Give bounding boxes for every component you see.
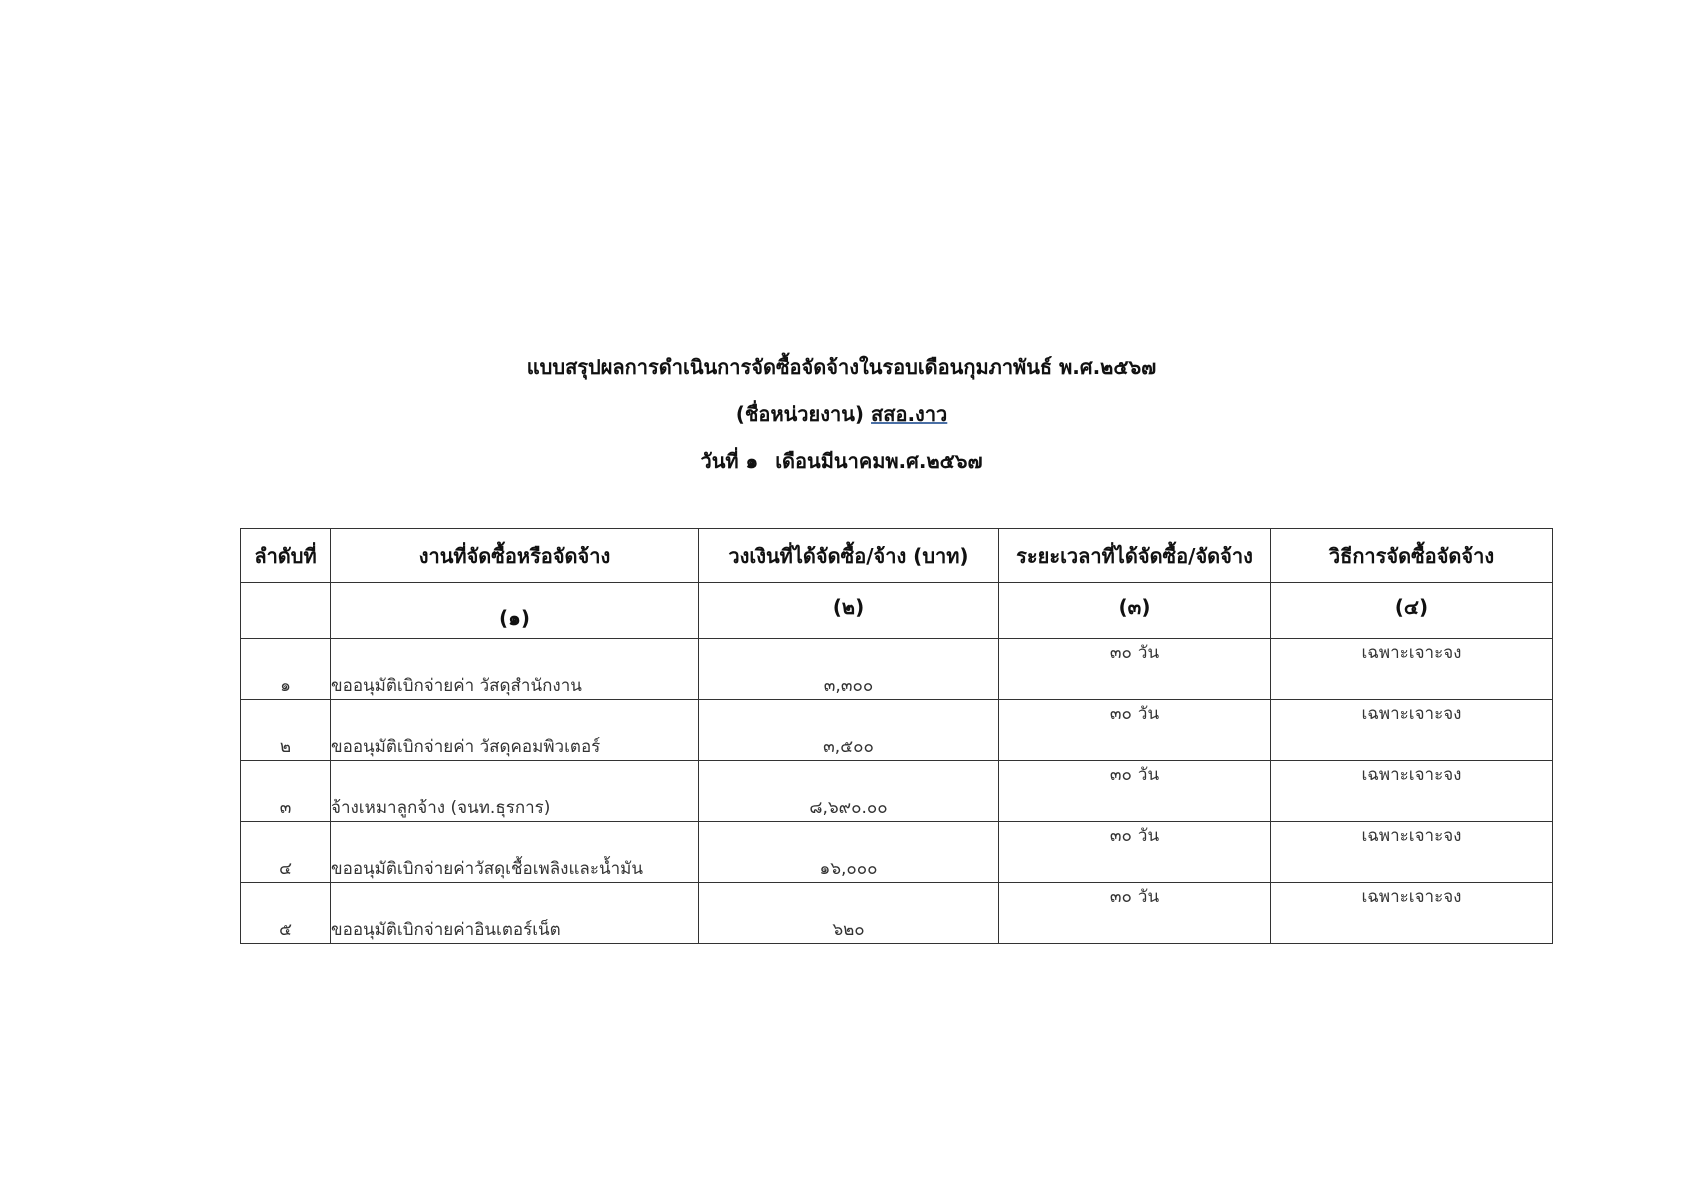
row-method: เฉพาะเจาะจง: [1271, 700, 1553, 761]
date-day: ๑: [745, 449, 759, 473]
row-amount: ๓,๕๐๐: [699, 700, 999, 761]
date-day-label: วันที่: [700, 449, 739, 473]
table-row: [241, 761, 1553, 822]
row-item: ขออนุมัติเบิกจ่ายค่า วัสดุคอมพิวเตอร์: [331, 700, 699, 761]
date-line: [0, 448, 1683, 474]
row-amount: ๓,๓๐๐: [699, 639, 999, 700]
row-item: ขออนุมัติเบิกจ่ายค่าวัสดุเชื้อเพลิงและน้ำมัน: [331, 822, 699, 883]
header-item: งานที่จัดซื้อหรือจัดจ้าง: [331, 529, 699, 583]
row-method: เฉพาะเจาะจง: [1271, 822, 1553, 883]
column-number-duration: (๓): [999, 583, 1271, 639]
row-method: เฉพาะเจาะจง: [1271, 639, 1553, 700]
row-seq: ๓: [241, 761, 331, 822]
column-number-row: [241, 583, 1553, 639]
date-month-year: เดือนมีนาคมพ.ศ.๒๕๖๗: [775, 449, 983, 473]
row-seq: ๒: [241, 700, 331, 761]
row-day-unit: วัน: [1137, 643, 1160, 663]
row-day-unit: วัน: [1137, 704, 1160, 724]
row-method: เฉพาะเจาะจง: [1271, 883, 1553, 944]
row-item: ขออนุมัติเบิกจ่ายค่าอินเตอร์เน็ต: [331, 883, 699, 944]
column-number-item: (๑): [331, 583, 699, 639]
column-number-method: (๔): [1271, 583, 1553, 639]
row-item: จ้างเหมาลูกจ้าง (จนท.ธุรการ): [331, 761, 699, 822]
row-duration: [999, 700, 1271, 761]
table-row: [241, 639, 1553, 700]
row-method: เฉพาะเจาะจง: [1271, 761, 1553, 822]
table-row: [241, 883, 1553, 944]
row-duration: [999, 822, 1271, 883]
row-seq: ๕: [241, 883, 331, 944]
row-day-unit: วัน: [1137, 826, 1160, 846]
header-seq: ลำดับที่: [241, 529, 331, 583]
row-amount: ๑๖,๐๐๐: [699, 822, 999, 883]
row-day-unit: วัน: [1137, 765, 1160, 785]
procurement-summary-table: [240, 528, 1553, 944]
document-title: แบบสรุปผลการดำเนินการจัดซื้อจัดจ้างในรอบเดือนกุมภาพันธ์ พ.ศ.๒๕๖๗: [526, 355, 1157, 379]
row-duration: [999, 639, 1271, 700]
header-method: วิธีการจัดซื้อจัดจ้าง: [1271, 529, 1553, 583]
row-amount: ๖๒๐: [699, 883, 999, 944]
row-duration: [999, 761, 1271, 822]
row-days: ๓๐: [1109, 704, 1132, 724]
row-amount: ๘,๖๙๐.๐๐: [699, 761, 999, 822]
row-seq: ๑: [241, 639, 331, 700]
row-seq: ๔: [241, 822, 331, 883]
column-number-amount: (๒): [699, 583, 999, 639]
unit-label: (ชื่อหน่วยงาน): [735, 402, 865, 426]
row-days: ๓๐: [1109, 887, 1132, 907]
table-row: [241, 700, 1553, 761]
row-day-unit: วัน: [1137, 887, 1160, 907]
row-item: ขออนุมัติเบิกจ่ายค่า วัสดุสำนักงาน: [331, 639, 699, 700]
unit-line: [0, 401, 1683, 427]
header-duration: ระยะเวลาที่ได้จัดซื้อ/จัดจ้าง: [999, 529, 1271, 583]
column-number-seq: [241, 583, 331, 639]
row-days: ๓๐: [1109, 643, 1132, 663]
table-row: [241, 822, 1553, 883]
unit-name: สสอ.งาว: [871, 402, 948, 426]
header-amount: วงเงินที่ได้จัดซื้อ/จ้าง (บาท): [699, 529, 999, 583]
row-days: ๓๐: [1109, 765, 1132, 785]
row-duration: [999, 883, 1271, 944]
row-days: ๓๐: [1109, 826, 1132, 846]
table-header-row: [241, 529, 1553, 583]
